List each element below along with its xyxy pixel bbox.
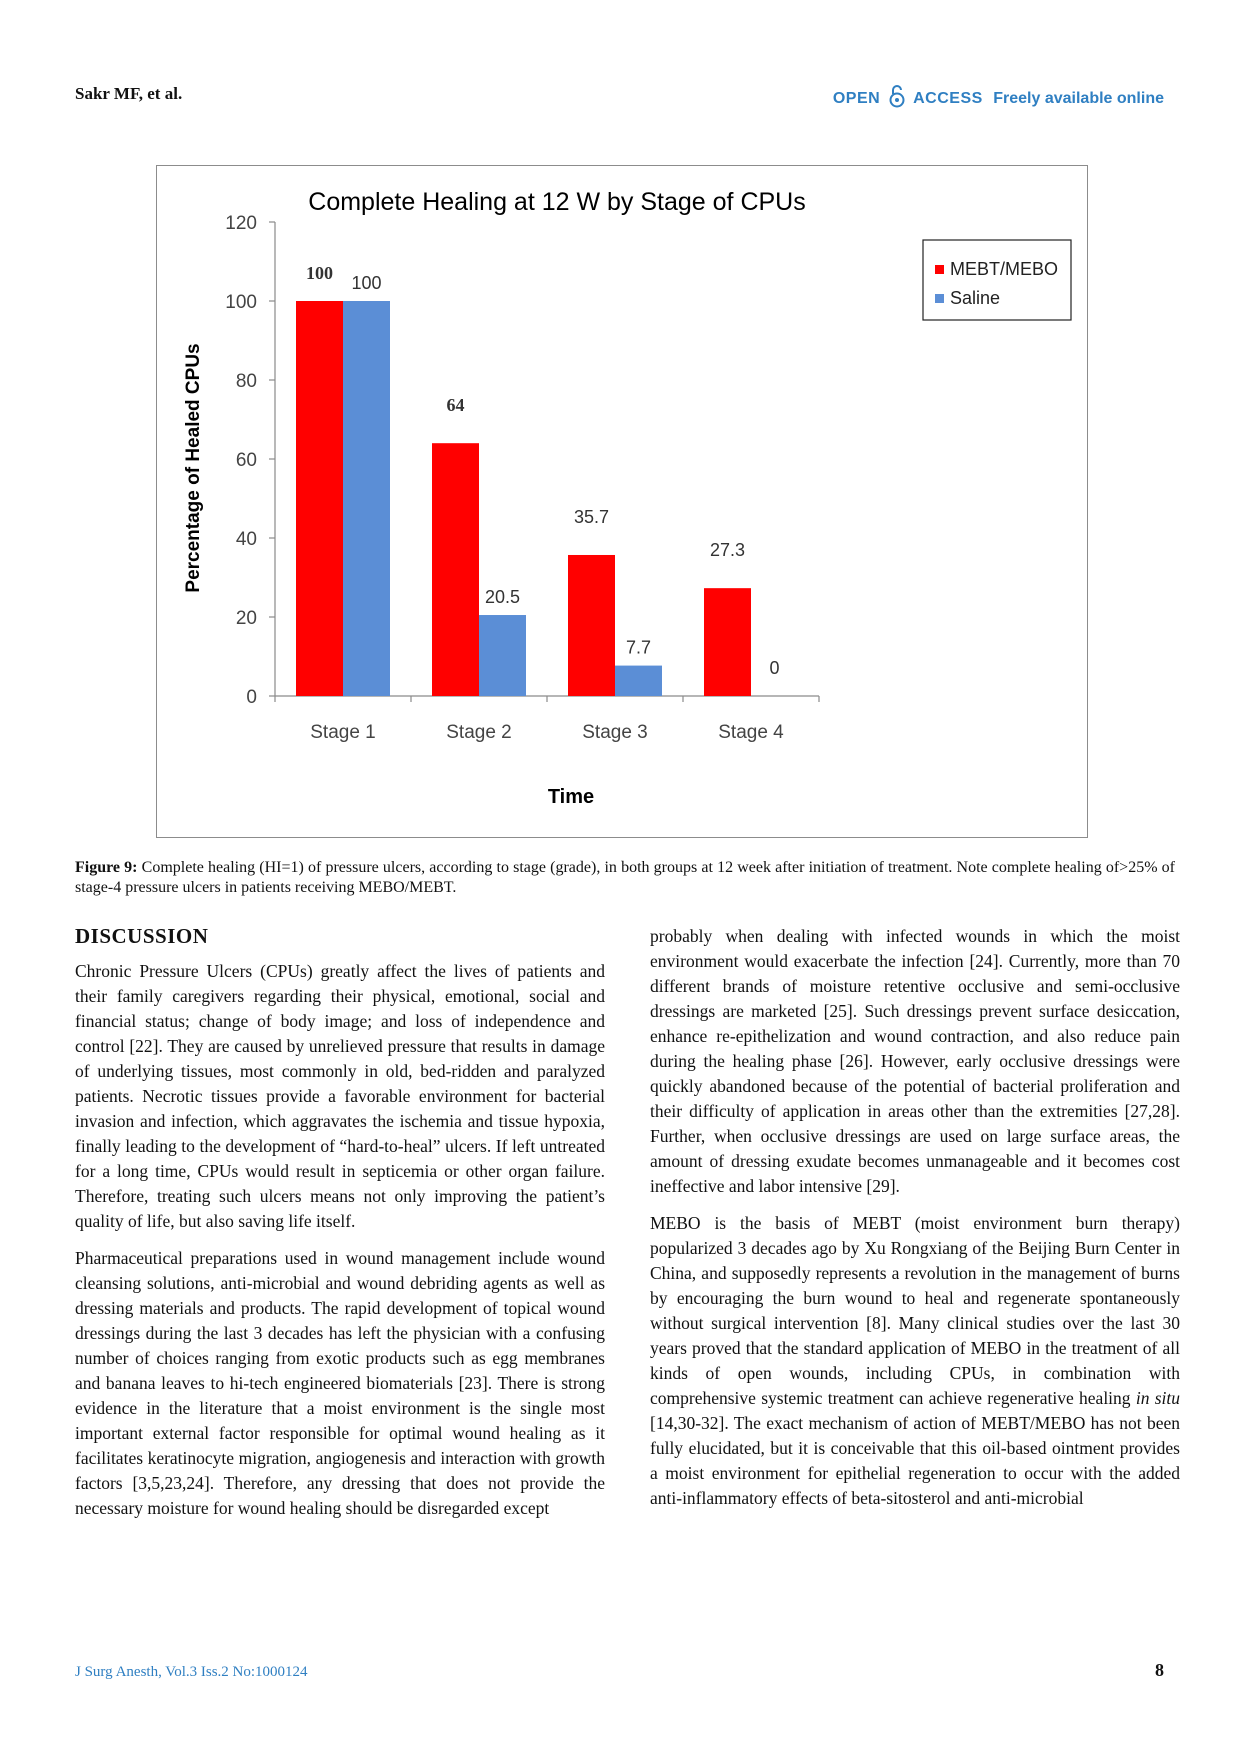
bar-mebt-mebo-stage-3 [568,555,615,696]
running-head-author: Sakr MF, et al. [75,84,183,103]
body-left-column [75,924,605,1533]
chart-x-axis-label: Time [547,786,595,808]
figure-caption [75,858,1175,898]
x-tick-label: Stage 4 [718,722,784,743]
figure-9-chart [156,165,1088,838]
bar-mebt-mebo-stage-2 [432,443,479,696]
y-tick-label: 20 [235,608,257,629]
paragraph: probably when dealing with infected wounds in which the moist environment would exacerbate the infection [24]. Currently, more than 70 different brands of moisture retentive occlusive and semi-occlusive dressings are marketed [25]. Such dressings prevent surface desiccation, enhance re-epithelization and wound contraction, and also reduce pain during the healing phase [26]. However, early occlusive dressings were quickly abandoned because of the potential of bacterial proliferation and their difficulty of application in areas other than the extremities [27,28]. Further, when occlusive dressings are used on large surface areas, the amount of dressing exudate becomes unmanageable and it becomes cost ineffective and labor intensive [29]. [650,926,1180,1196]
x-tick-label: Stage 3 [582,722,648,743]
bar-saline-stage-1 [343,301,390,696]
data-label: 64 [446,395,465,416]
figure-caption-label: Figure 9: [75,859,138,876]
y-tick-label: 120 [225,213,257,234]
chart-title: Complete Healing at 12 W by Stage of CPUs [308,188,806,216]
oa-open-text: OPEN [832,90,881,107]
paragraph: Chronic Pressure Ulcers (CPUs) greatly affect the lives of patients and their family caregivers regarding their physical, emotional, social and financial status; change of body image; and loss of independence and control [22]. They are caused by unrelieved pressure that results in damage of underlying tissues, most commonly in old, bed-ridden and paralyzed patients. Necrotic tissues provide a favorable environment for bacterial invasion and infection, which aggravates the ischemia and tissue hypoxia, finally leading to the development of “hard-to-heal” ulcers. If left untreated for a long time, CPUs would result in septicemia or other organ failure. Therefore, treating such ulcers means not only improving the patient’s quality of life, but also saving life itself. [75,961,605,1231]
footer-journal-citation: J Surg Anesth, Vol.3 Iss.2 No:1000124 [75,1664,308,1680]
oa-access-text: ACCESS [913,90,983,107]
body-right-column [650,924,1180,1523]
y-tick-label: 40 [235,529,257,550]
italic-term: in situ [1135,1388,1180,1408]
open-access-banner [833,84,1164,113]
data-label: 7.7 [625,637,652,658]
bar-mebt-mebo-stage-1 [296,301,343,696]
data-label: 100 [351,273,382,293]
footer-page-number: 8 [1155,1660,1164,1680]
y-tick-label: 60 [235,450,257,471]
paragraph-text: [14,30-32]. The exact mechanism of action of MEBT/MEBO has not been fully elucidated, but it is conceivable that this oil-based ointment provides a moist environment for epithelial regeneration to occur with the added anti-inflammatory effects of beta-sitosterol and anti-microbial [650,1413,1180,1508]
x-tick-label: Stage 1 [310,722,376,743]
bar-saline-stage-3 [615,666,662,696]
chart-canvas [157,166,1089,839]
chart-y-axis-label: Percentage of Healed CPUs [183,343,204,593]
data-label: 35.7 [573,506,610,527]
y-tick-label: 80 [235,371,257,392]
legend-swatch-mebt-mebo [935,265,944,274]
data-label: 27.3 [709,540,746,561]
legend-swatch-saline [935,294,944,303]
data-label: 0 [769,658,780,678]
section-heading-discussion: DISCUSSION [75,924,209,948]
data-label: 20.5 [484,587,521,608]
figure-caption-text: Complete healing (HI=1) of pressure ulcers, according to stage (grade), in both groups at 12 week after initiation of treatment. Note complete healing of>25% of stage-4 pressure ulcers in patients receiving MEBO/MEBT. [75,859,1176,896]
legend-label-mebt-mebo: MEBT/MEBO [950,259,1059,279]
y-tick-label: 0 [246,687,257,708]
open-access-lock-icon [889,84,905,113]
data-label: 100 [306,263,333,283]
x-tick-label: Stage 2 [446,722,512,743]
y-tick-label: 100 [225,292,257,313]
bar-mebt-mebo-stage-4 [704,588,751,696]
paragraph: Pharmaceutical preparations used in wound management include wound cleansing solutions, anti-microbial and wound debriding agents as well as dressing materials and products. The rapid development of topical wound dressings during the last 3 decades has left the physician with a confusing number of choices ranging from exotic products such as egg membranes and banana leaves to hi-tech engineered biomaterials [23]. There is strong evidence in the literature that a moist environment is the single most important external factor responsible for optimal wound healing as it facilitates keratinocyte migration, angiogenesis and interaction with growth factors [3,5,23,24]. Therefore, any dressing that does not provide the necessary moisture for wound healing should be disregarded except [75,1248,605,1518]
legend-label-saline: Saline [950,288,1001,308]
oa-freely-available-text: Freely available online [993,90,1164,107]
bar-saline-stage-2 [479,615,526,696]
paragraph [650,1211,1180,1511]
paragraph-text: MEBO is the basis of MEBT (moist environment burn therapy) popularized 3 decades ago by Xu Rongxiang of the Beijing Burn Center in China, and supposedly represents a revolution in the management of burns by encouraging the burn wound to heal and regenerate spontaneously without surgical intervention [8]. Many clinical studies over the last 30 years proved that the standard application of MEBO in the treatment of all kinds of open wounds, including CPUs, in combination with comprehensive systemic treatment can achieve regenerative healing [650,1213,1180,1408]
chart-legend [923,240,1071,320]
